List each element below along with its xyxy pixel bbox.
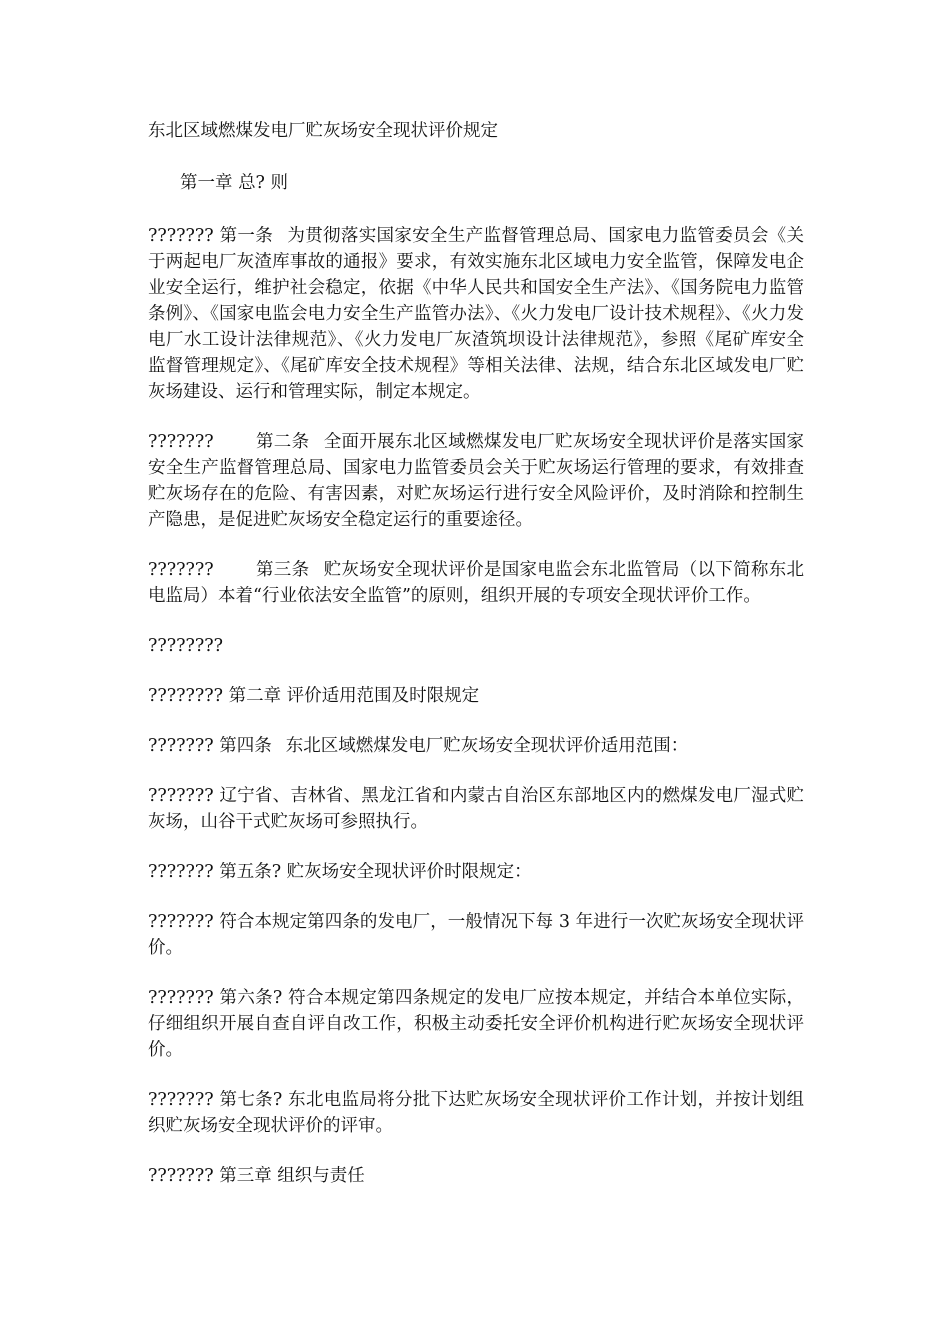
- article-5: ??????? 第五条? 贮灰场安全现状评价时限规定：: [148, 862, 532, 882]
- article-1: [148, 223, 804, 405]
- article-4-text: 东北区域燃煤发电厂贮灰场安全现状评价适用范围：: [285, 736, 689, 756]
- article-1-label: 第一条: [219, 226, 274, 246]
- chapter-1-heading: 第一章 总? 则: [180, 173, 289, 193]
- article-7: ??????? 第七条? 东北电监局将分批下达贮灰场安全现状评价工作计划，并按计划组织贮灰场安全现状评价的评审。: [148, 1090, 804, 1136]
- article-4: [148, 733, 804, 759]
- article-6: ??????? 第六条? 符合本规定第四条规定的发电厂应按本规定，并结合本单位实际，仔细组织开展自查自评自改工作，积极主动委托安全评价机构进行贮灰场安全现状评价。: [148, 988, 804, 1060]
- article-1-prefix: ???????: [148, 226, 214, 246]
- chapter-3-heading: ??????? 第三章 组织与责任: [148, 1166, 365, 1186]
- article-1-text: 为贯彻落实国家安全生产监督管理总局、国家电力监管委员会《关于两起电厂灰渣库事故的通报》要求，有效实施东北区域电力安全监管，保障发电企业安全运行，维护社会稳定，依据《中华人民共和国安全生产法》、《国务院电力监管条例》、《国家电监会电力安全生产监管办法》、《火力发电厂设计技术规程》、《火力发电厂水工设计法律规范》、《火力发电厂灰渣筑坝设计法律规范》，参照《尾矿库安全监督管理规定》、《尾矿库安全技术规程》等相关法律、法规，结合东北区域发电厂贮灰场建设、运行和管理实际，制定本规定。: [148, 226, 804, 402]
- article-2: [148, 429, 804, 533]
- chapter-2-heading: ???????? 第二章 评价适用范围及时限规定: [148, 686, 480, 706]
- article-2-text: 全面开展东北区域燃煤发电厂贮灰场安全现状评价是落实国家安全生产监督管理总局、国家电力监管委员会关于贮灰场运行管理的要求，有效排查贮灰场存在的危险、有害因素，对贮灰场运行进行安全风险评价，及时消除和控制生产隐患，是促进贮灰场安全稳定运行的重要途径。: [148, 432, 804, 530]
- article-4-detail: ??????? 辽宁省、吉林省、黑龙江省和内蒙古自治区东部地区内的燃煤发电厂湿式贮灰场，山谷干式贮灰场可参照执行。: [148, 786, 804, 832]
- article-4-prefix: ???????: [148, 736, 214, 756]
- article-2-prefix: ???????: [148, 432, 214, 452]
- article-4-label: 第四条: [219, 736, 272, 756]
- document-body: [148, 118, 804, 1213]
- article-5-detail: ??????? 符合本规定第四条的发电厂，一般情况下每 3 年进行一次贮灰场安全现状评价。: [148, 912, 804, 958]
- article-3-text: 贮灰场安全现状评价是国家电监会东北监管局（以下简称东北电监局）本着“行业依法安全监管”的原则，组织开展的专项安全现状评价工作。: [148, 560, 804, 606]
- document-title: 东北区域燃煤发电厂贮灰场安全现状评价规定: [148, 121, 498, 141]
- article-3: [148, 557, 804, 609]
- article-3-prefix: ???????: [148, 560, 214, 580]
- article-3-label: 第三条: [255, 560, 310, 580]
- article-2-label: 第二条: [255, 432, 310, 452]
- blank-placeholder-line: ????????: [148, 636, 224, 656]
